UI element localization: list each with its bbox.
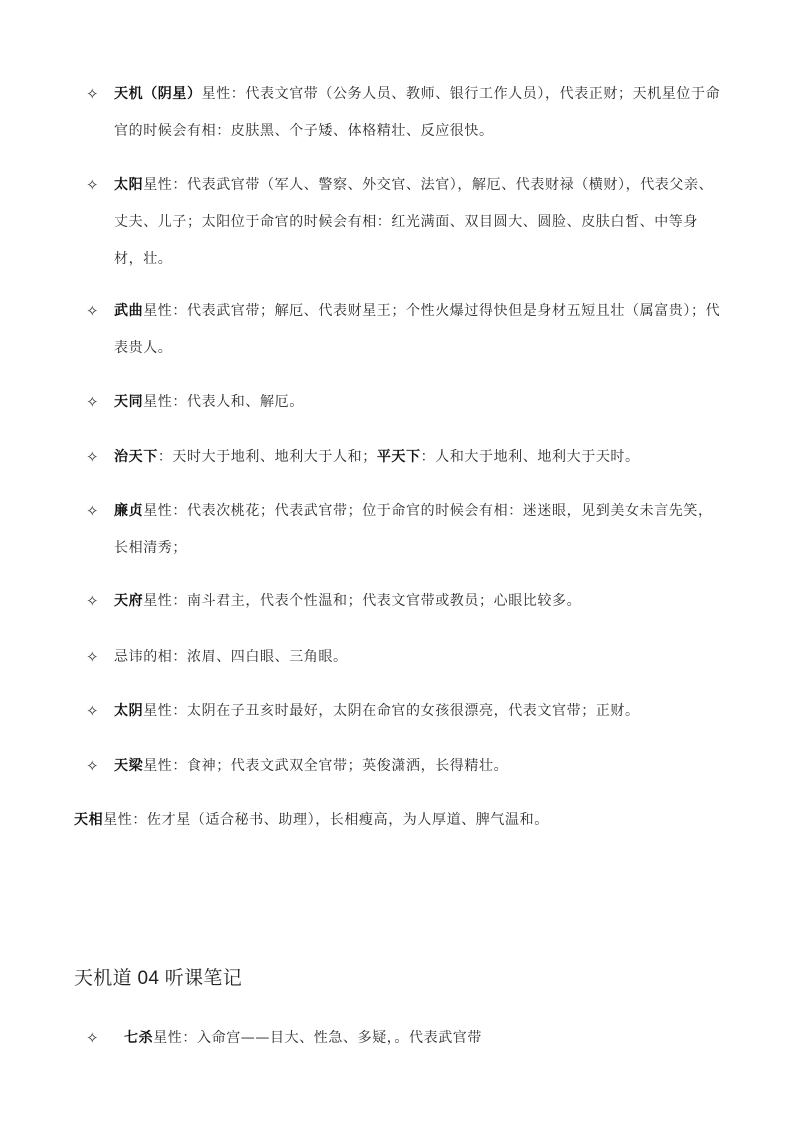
list-item	[86, 384, 726, 421]
item-term: 太阴	[114, 703, 144, 719]
list-item	[86, 583, 726, 620]
item-text: 星性：代表武官带；解厄、代表财星王；个性火爆过得快但是身材五短且壮（属富贵）；代表贵人。	[114, 303, 721, 356]
paragraph-text: 星性：佐才星（适合秘书、助理），长相瘦高，为人厚道、脾气温和。	[103, 812, 549, 828]
bullet-icon: ✧	[86, 302, 99, 320]
bullet-icon: ✧	[86, 502, 99, 520]
bullet-icon: ✧	[86, 757, 99, 775]
item-term: 天梁	[114, 758, 144, 774]
list-item	[86, 293, 726, 367]
item-text: 星性：代表文官带（公务人员、教师、银行工作人员），代表正财；天机星位于命官的时候会有相：皮肤黑、个子矮、体格精壮、反应很快。	[114, 86, 721, 139]
bullet-icon: ✧	[86, 648, 99, 666]
list-item	[86, 639, 726, 676]
item-text: 星性：入命宫——目大、性急、多疑，。代表武官带	[153, 1030, 483, 1046]
item-text: 星性：太阴在子丑亥时最好，太阴在命官的女孩很漂亮，代表文官带；正财。	[143, 703, 640, 719]
item-term: 廉贞	[114, 503, 144, 519]
item-text: 星性：代表次桃花；代表武官带；位于命官的时候会有相：迷迷眼，见到美女未言先笑，长相清秀；	[114, 503, 713, 556]
bullet-icon: ✧	[86, 702, 99, 720]
item-text-2: ：人和大于地利、地利大于天时。	[420, 449, 640, 465]
item-text: 星性：代表人和、解厄。	[143, 394, 304, 410]
item-term: 天府	[114, 593, 144, 609]
item-term: 武曲	[114, 303, 144, 319]
paragraph-term: 天相	[74, 812, 104, 828]
item-term: 太阳	[114, 177, 144, 193]
item-text: 忌讳的相：浓眉、四白眼、三角眼。	[114, 649, 348, 665]
list-item	[86, 167, 726, 278]
bullet-icon: ✧	[86, 592, 99, 610]
list-item	[86, 439, 726, 476]
list-item	[86, 493, 726, 567]
bullet-icon: ✧	[86, 393, 99, 411]
item-term: 治天下	[114, 449, 158, 465]
list-item	[86, 748, 726, 785]
bullet-icon: ✧	[86, 176, 99, 194]
item-term: 七杀	[124, 1030, 154, 1046]
bullet-icon: ✧	[86, 1029, 99, 1047]
item-text: 星性：食神；代表文武双全官带；英俊潇洒，长得精壮。	[143, 758, 509, 774]
item-term: 天同	[114, 394, 144, 410]
section-heading: 天机道 04 听课笔记	[74, 968, 242, 989]
item-term-2: 平天下	[376, 449, 421, 465]
bullet-icon: ✧	[86, 448, 99, 466]
item-text: ：天时大于地利、地利大于人和；	[157, 449, 377, 465]
item-text: 星性：代表武官带（军人、警察、外交官、法官），解厄、代表财禄（横财），代表父亲、丈夫、儿子；太阳位于命官的时候会有相：红光满面、双目圆大、圆脸、皮肤白皙、中等身材，壮。	[114, 177, 714, 267]
bullet-icon: ✧	[86, 85, 99, 103]
list-item	[86, 76, 726, 150]
item-term: 天机（阴星）	[114, 86, 202, 102]
item-text: 星性：南斗君主，代表个性温和；代表文官带或教员；心眼比较多。	[143, 593, 582, 609]
list-item	[86, 1020, 726, 1057]
plain-paragraph	[74, 808, 549, 832]
list-item	[86, 693, 726, 730]
